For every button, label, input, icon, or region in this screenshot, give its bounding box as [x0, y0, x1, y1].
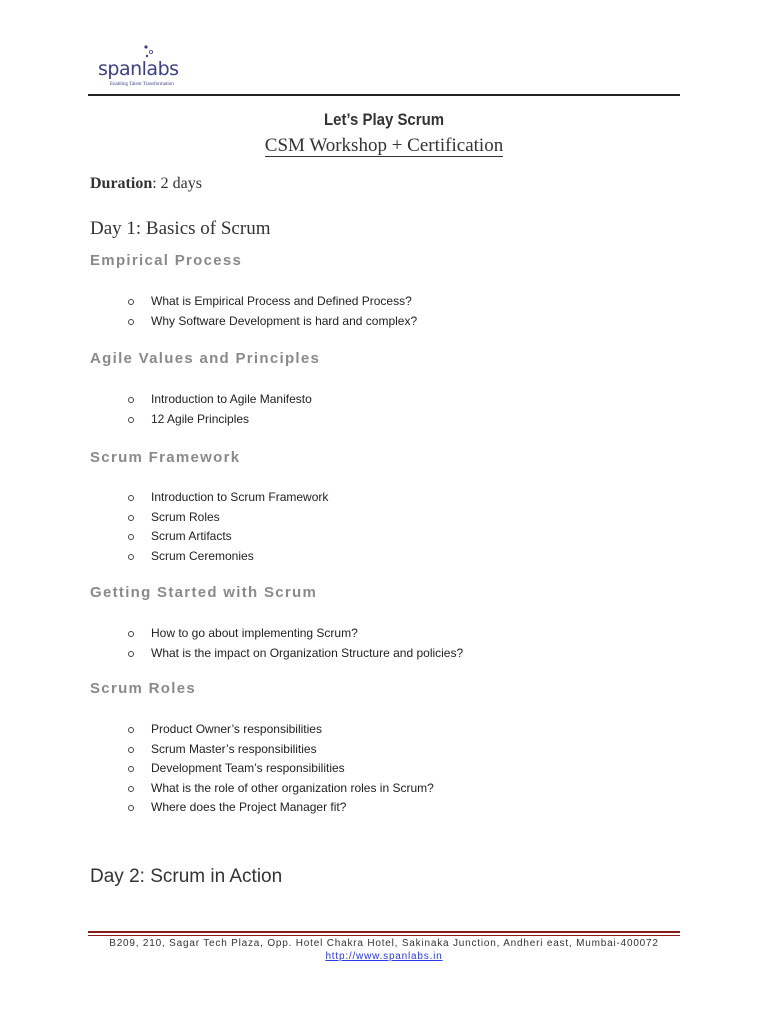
logo-tagline: Enabling Talent Transformation	[110, 82, 174, 87]
list-item	[128, 547, 328, 567]
list-item	[128, 312, 417, 332]
bullet-icon	[128, 786, 134, 792]
list-item-text: What is the role of other organization roles in Scrum?	[151, 780, 434, 795]
list-item	[128, 390, 312, 410]
list-item-text: What is the impact on Organization Structure and policies?	[151, 645, 464, 660]
day2-heading: Day 2: Scrum in Action	[90, 866, 283, 887]
list-item	[128, 644, 463, 664]
logo-wordmark: spanlabs	[98, 58, 179, 80]
document-subtitle	[0, 135, 768, 157]
document-title: Let’s Play Scrum	[323, 110, 445, 129]
list-item-text: Scrum Roles	[151, 509, 220, 524]
section-list	[128, 720, 434, 818]
section-heading: Agile Values and Principles	[90, 350, 321, 367]
list-item	[128, 779, 434, 799]
section-list	[128, 390, 312, 429]
bullet-icon	[128, 805, 134, 811]
bullet-icon	[128, 727, 134, 733]
spanlabs-logo	[92, 44, 192, 92]
day1-heading: Day 1: Basics of Scrum	[90, 218, 271, 239]
list-item	[128, 720, 434, 740]
list-item-text: Introduction to Scrum Framework	[151, 490, 329, 504]
header-divider	[88, 94, 680, 96]
bullet-icon	[128, 651, 134, 657]
list-item-text: Where does the Project Manager fit?	[151, 800, 347, 814]
section-heading: Scrum Roles	[90, 680, 196, 697]
list-item	[128, 740, 434, 760]
bullet-icon	[128, 747, 134, 753]
section-heading: Empirical Process	[90, 252, 243, 269]
section-heading: Getting Started with Scrum	[90, 584, 318, 601]
section-list	[128, 624, 463, 663]
list-item	[128, 292, 417, 312]
section-list	[128, 488, 328, 566]
bullet-icon	[128, 397, 134, 403]
list-item	[128, 508, 328, 528]
list-item	[128, 624, 463, 644]
section-list	[128, 292, 417, 331]
bullet-icon	[128, 319, 134, 325]
list-item	[128, 798, 434, 818]
list-item	[128, 488, 328, 508]
footer-address: B209, 210, Sagar Tech Plaza, Opp. Hotel Chakra Hotel, Sakinaka Junction, Andheri east, Mumbai-400072	[109, 938, 659, 949]
list-item	[128, 759, 434, 779]
duration-line	[90, 175, 202, 193]
list-item-text: What is Empirical Process and Defined Process?	[151, 294, 412, 308]
bullet-icon	[128, 495, 134, 501]
list-item-text: 12 Agile Principles	[151, 411, 250, 426]
bullet-icon	[128, 554, 134, 560]
list-item-text: Scrum Artifacts	[151, 529, 232, 543]
footer-divider	[88, 931, 680, 933]
list-item-text: Why Software Development is hard and complex?	[151, 313, 418, 328]
list-item-text: Development Team’s responsibilities	[151, 761, 345, 775]
duration-value: : 2 days	[152, 175, 203, 192]
bullet-icon	[128, 631, 134, 637]
list-item-text: Scrum Master’s responsibilities	[151, 741, 317, 756]
footer-divider-thin	[88, 935, 680, 936]
duration-label: Duration	[90, 175, 153, 192]
bullet-icon	[128, 299, 134, 305]
section-heading: Scrum Framework	[90, 449, 241, 466]
list-item-text: Introduction to Agile Manifesto	[151, 392, 312, 406]
footer-website-link[interactable]: http://www.spanlabs.in	[325, 951, 443, 962]
document-subtitle-text: CSM Workshop + Certification	[264, 135, 504, 156]
bullet-icon	[128, 417, 134, 423]
list-item-text: Scrum Ceremonies	[151, 548, 254, 563]
bullet-icon	[128, 766, 134, 772]
list-item-text: Product Owner’s responsibilities	[151, 722, 322, 736]
bullet-icon	[128, 515, 134, 521]
bullet-icon	[128, 534, 134, 540]
list-item	[128, 410, 312, 430]
list-item-text: How to go about implementing Scrum?	[151, 626, 358, 640]
list-item	[128, 527, 328, 547]
